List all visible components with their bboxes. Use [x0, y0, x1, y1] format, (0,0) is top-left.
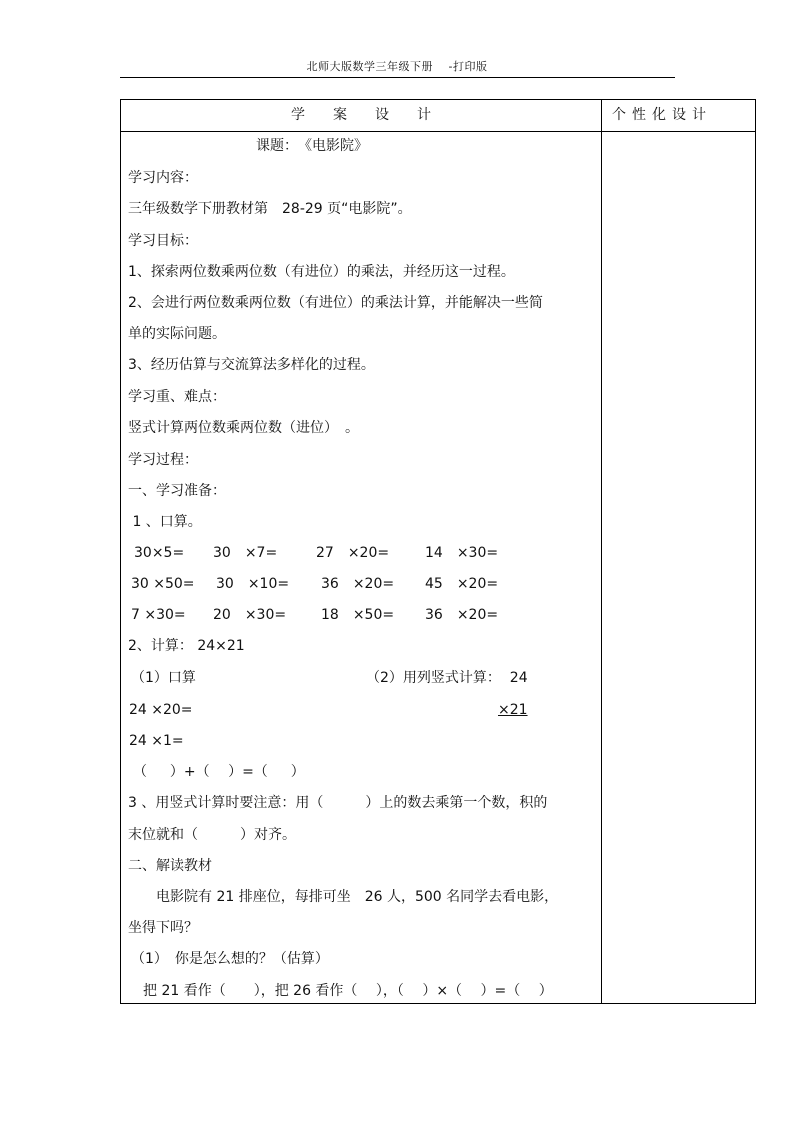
- text-line: 3 、用竖式计算时要注意：用（ ）上的数去乘第一个数，积的: [128, 795, 548, 811]
- text-line: 单的实际问题。: [128, 326, 226, 342]
- calc-cell: 18 ×50=: [321, 607, 395, 623]
- text-line: 把 21 看作（ ），把 26 看作（ ），（ ）×（ ）=（ ）: [129, 983, 553, 999]
- text-line: 竖式计算两位数乘两位数（进位） 。: [128, 420, 359, 436]
- text-line: 一、学习准备：: [128, 483, 226, 499]
- header-row-divider: [121, 131, 755, 132]
- lesson-topic: 课题： 《电影院》: [256, 138, 368, 154]
- page-header: 北师大版数学三年级下册 -打印版: [306, 60, 488, 73]
- calc-cell: 20 ×30=: [213, 607, 287, 623]
- text-line: 学习内容：: [128, 170, 198, 186]
- text-line: 24 ×20=: [129, 702, 193, 718]
- text-line: 学习重、难点：: [128, 389, 226, 405]
- text-line: 3、经历估算与交流算法多样化的过程。: [128, 357, 375, 373]
- text-line: 1、探索两位数乘两位数（有进位）的乘法，并经历这一过程。: [128, 264, 515, 280]
- calc-cell: 14 ×30=: [425, 545, 499, 561]
- text-line: 三年级数学下册教材第 28-29 页“电影院”。: [128, 201, 412, 217]
- text-line: （2）用列竖式计算： 24: [366, 670, 528, 686]
- text-line: （ ）+（ ）=（ ）: [133, 764, 305, 780]
- text-line: 2、会进行两位数乘两位数（有进位）的乘法计算，并能解决一些简: [128, 295, 543, 311]
- calc-cell: 45 ×20=: [425, 576, 499, 592]
- table-head-lesson-design: 学案设计: [291, 107, 459, 123]
- table-head-personal-design: 个性化设计: [612, 107, 712, 123]
- calc-cell: 27 ×20=: [316, 545, 390, 561]
- text-line: 学习过程：: [128, 452, 198, 468]
- text-line: 电影院有 21 排座位，每排可坐 26 人，500 名同学去看电影，: [128, 889, 559, 905]
- calc-cell: 30×5=: [134, 545, 185, 561]
- calc-cell: 30 ×50=: [131, 576, 195, 592]
- header-rule: [120, 77, 675, 78]
- calc-cell: 36 ×20=: [321, 576, 395, 592]
- column-divider: [601, 100, 602, 1003]
- text-line: 坐得下吗？: [128, 920, 198, 936]
- text-line: 学习目标：: [128, 233, 198, 249]
- calc-cell: 30 ×10=: [216, 576, 290, 592]
- text-line: 二、解读教材: [128, 858, 212, 874]
- calc-cell: 36 ×20=: [425, 607, 499, 623]
- text-line: 1 、口算。: [128, 514, 202, 530]
- text-line: （1）口算: [131, 670, 196, 686]
- calc-cell: 30 ×7=: [213, 545, 278, 561]
- text-line: （1） 你是怎么想的？（估算）: [131, 951, 329, 967]
- calc-cell: 7 ×30=: [131, 607, 186, 623]
- vertical-calc-multiplier: ×21: [498, 702, 528, 718]
- text-line: 24 ×1=: [129, 733, 184, 749]
- text-line: 末位就和（ ）对齐。: [128, 827, 296, 843]
- text-line: 2、计算： 24×21: [128, 638, 245, 654]
